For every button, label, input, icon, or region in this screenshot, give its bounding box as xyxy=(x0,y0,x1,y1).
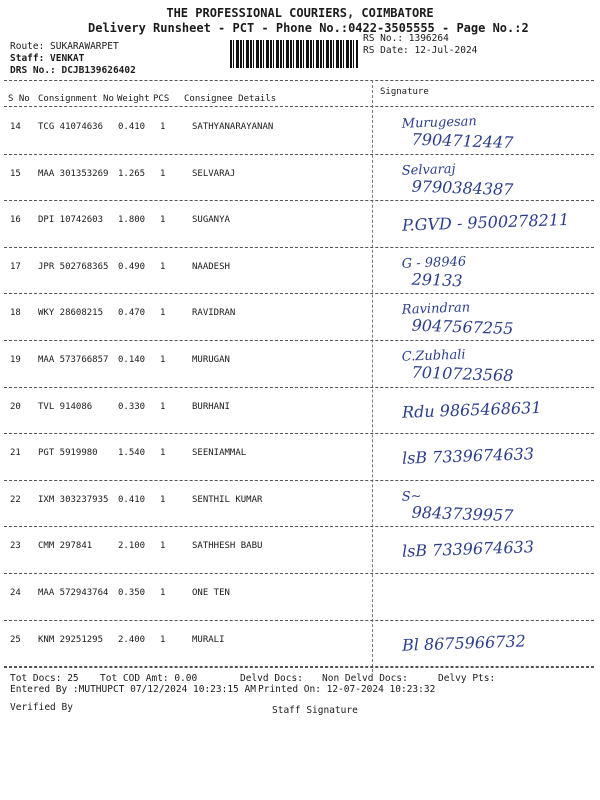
staff-signature-label: Staff Signature xyxy=(272,705,358,716)
signature-line: 9047567255 xyxy=(411,315,514,339)
company-title: THE PROFESSIONAL COURIERS, COIMBATORE xyxy=(166,6,434,20)
handwritten-signature xyxy=(372,203,594,250)
col-header-consignment: Consignment No xyxy=(38,94,114,104)
row-consignee-name: ONE TEN xyxy=(192,588,230,598)
row-separator xyxy=(4,154,594,155)
signature-line: C.Zubhali xyxy=(401,347,466,365)
row-sno: 23 xyxy=(10,541,21,552)
row-pcs: 1 xyxy=(160,448,166,459)
row-pcs: 1 xyxy=(160,494,166,505)
handwritten-signature xyxy=(372,483,594,530)
row-sno: 16 xyxy=(10,215,21,226)
handwritten-signature xyxy=(372,157,594,204)
row-consignment-no: TCG 41074636 xyxy=(38,122,104,132)
row-consignment-no: PGT 5919980 xyxy=(38,448,98,459)
signature-line: P.GVD - 9500278211 xyxy=(401,210,570,235)
row-sno: 17 xyxy=(10,261,21,272)
row-sno: 14 xyxy=(10,122,21,132)
row-consignee-name: MURALI xyxy=(192,634,225,645)
rs-number: RS No.: 1396264 xyxy=(363,33,449,44)
row-consignee-name: SEENIAMMAL xyxy=(192,448,247,459)
row-consignee-name: SUGANYA xyxy=(192,215,230,226)
signature-line: 7010723568 xyxy=(411,362,514,386)
row-pcs: 1 xyxy=(160,261,166,272)
row-pcs: 1 xyxy=(160,634,166,645)
col-header-signature: Signature xyxy=(380,87,429,97)
row-pcs: 1 xyxy=(160,355,166,365)
row-consignment-no: DPI 10742603 xyxy=(38,215,104,226)
route-label: Route: SUKARAWARPET xyxy=(10,41,119,52)
row-consignee-name: MURUGAN xyxy=(192,355,230,365)
row-consignee-name: BURHANI xyxy=(192,401,230,412)
row-weight: 2.400 xyxy=(118,634,146,645)
row-consignment-no: MAA 301353269 xyxy=(38,168,109,179)
row-sno: 25 xyxy=(10,634,21,645)
row-weight: 0.350 xyxy=(118,588,146,598)
row-pcs: 1 xyxy=(160,215,166,226)
row-consignment-no: CMM 297841 xyxy=(38,541,93,552)
row-weight: 0.490 xyxy=(118,261,146,272)
verified-by: Verified By xyxy=(10,702,73,713)
signature-line: 9843739957 xyxy=(411,502,514,525)
row-separator xyxy=(4,340,594,341)
row-weight: 0.330 xyxy=(118,401,146,412)
row-consignee-name: RAVIDRAN xyxy=(192,308,236,319)
handwritten-signature xyxy=(372,436,594,483)
row-separator xyxy=(4,293,594,294)
row-separator xyxy=(4,200,594,201)
col-header-consignee: Consignee Details xyxy=(184,94,277,104)
total-docs: Tot Docs: 25 xyxy=(10,673,79,684)
total-cod-amount: Tot COD Amt: 0.00 xyxy=(100,673,198,684)
row-consignment-no: MAA 572943764 xyxy=(38,588,109,598)
handwritten-signature xyxy=(372,250,594,297)
col-header-pcs: PCS xyxy=(153,94,170,104)
row-separator xyxy=(4,433,594,434)
row-pcs: 1 xyxy=(160,308,166,319)
row-sno: 18 xyxy=(10,308,21,319)
handwritten-signature xyxy=(372,623,594,670)
row-pcs: 1 xyxy=(160,588,166,598)
row-sno: 15 xyxy=(10,168,21,179)
row-separator xyxy=(4,480,594,481)
barcode-icon xyxy=(230,40,358,68)
row-pcs: 1 xyxy=(160,168,166,179)
runsheet-subtitle: Delivery Runsheet - PCT - Phone No.:0422-3505555 - Page No.:2 xyxy=(88,21,529,35)
row-consignment-no: TVL 914086 xyxy=(38,401,93,412)
row-pcs: 1 xyxy=(160,401,166,412)
row-weight: 0.410 xyxy=(118,122,146,132)
row-sno: 21 xyxy=(10,448,21,459)
row-separator xyxy=(4,247,594,248)
row-consignee-name: SENTHIL KUMAR xyxy=(192,494,263,505)
delivered-docs: Delvd Docs: xyxy=(240,673,303,684)
row-separator xyxy=(4,387,594,388)
row-weight: 1.265 xyxy=(118,168,146,179)
printed-on: Printed On: 12-07-2024 10:23:32 xyxy=(258,684,436,695)
signature-line: 29133 xyxy=(411,269,463,291)
row-weight: 0.470 xyxy=(118,308,146,319)
signature-line: S~ xyxy=(401,488,422,505)
table-top-rule xyxy=(4,80,594,81)
row-separator xyxy=(4,573,594,574)
row-weight: 1.800 xyxy=(118,215,146,226)
row-consignee-name: SATHHESH BABU xyxy=(192,541,263,552)
non-delivered-docs: Non Delvd Docs: xyxy=(322,673,408,684)
drs-number: DRS No.: DCJB139626402 xyxy=(10,65,136,76)
table-header-rule xyxy=(4,106,594,107)
handwritten-signature xyxy=(372,343,594,390)
row-separator xyxy=(4,526,594,527)
signature-line: Murugesan xyxy=(401,114,478,132)
handwritten-signature xyxy=(372,110,594,157)
row-sno: 19 xyxy=(10,355,21,365)
signature-line: Ravindran xyxy=(401,300,471,319)
handwritten-signature xyxy=(372,296,594,343)
row-weight: 0.410 xyxy=(118,494,146,505)
signature-line: 9790384387 xyxy=(411,176,514,199)
signature-line: G - 98946 xyxy=(401,254,467,272)
row-sno: 24 xyxy=(10,588,21,598)
col-header-sno: S No xyxy=(8,94,30,104)
row-separator xyxy=(4,620,594,621)
rs-date: RS Date: 12-Jul-2024 xyxy=(363,45,478,56)
signature-line: lsB 7339674633 xyxy=(401,537,535,562)
handwritten-signature xyxy=(372,390,594,437)
entered-by: Entered By :MUTHUPCT 07/12/2024 10:23:15 AM xyxy=(10,684,256,695)
signature-line: 7904712447 xyxy=(411,129,514,153)
row-consignee-name: SELVARAJ xyxy=(192,168,236,179)
row-consignment-no: JPR 502768365 xyxy=(38,261,109,272)
signature-line: lsB 7339674633 xyxy=(401,444,535,468)
row-pcs: 1 xyxy=(160,122,166,132)
row-weight: 0.140 xyxy=(118,355,146,365)
row-sno: 22 xyxy=(10,494,21,505)
footer-rule xyxy=(4,667,594,668)
handwritten-signature xyxy=(372,529,594,576)
row-consignee-name: NAADESH xyxy=(192,261,230,272)
row-weight: 1.540 xyxy=(118,448,146,459)
row-consignee-name: SATHYANARAYANAN xyxy=(192,122,274,132)
row-consignment-no: KNM 29251295 xyxy=(38,634,104,645)
row-weight: 2.100 xyxy=(118,541,146,552)
signature-line: Rdu 9865468631 xyxy=(401,397,542,422)
row-consignment-no: IXM 303237935 xyxy=(38,494,109,505)
signature-line: Selvaraj xyxy=(401,161,456,179)
row-pcs: 1 xyxy=(160,541,166,552)
row-consignment-no: MAA 573766857 xyxy=(38,355,109,365)
signature-line: Bl 8675966732 xyxy=(401,631,527,655)
staff-label: Staff: VENKAT xyxy=(10,53,85,64)
col-header-weight: Weight xyxy=(117,94,150,104)
row-sno: 20 xyxy=(10,401,21,412)
row-consignment-no: WKY 28608215 xyxy=(38,308,104,319)
delivery-points: Delvy Pts: xyxy=(438,673,496,684)
